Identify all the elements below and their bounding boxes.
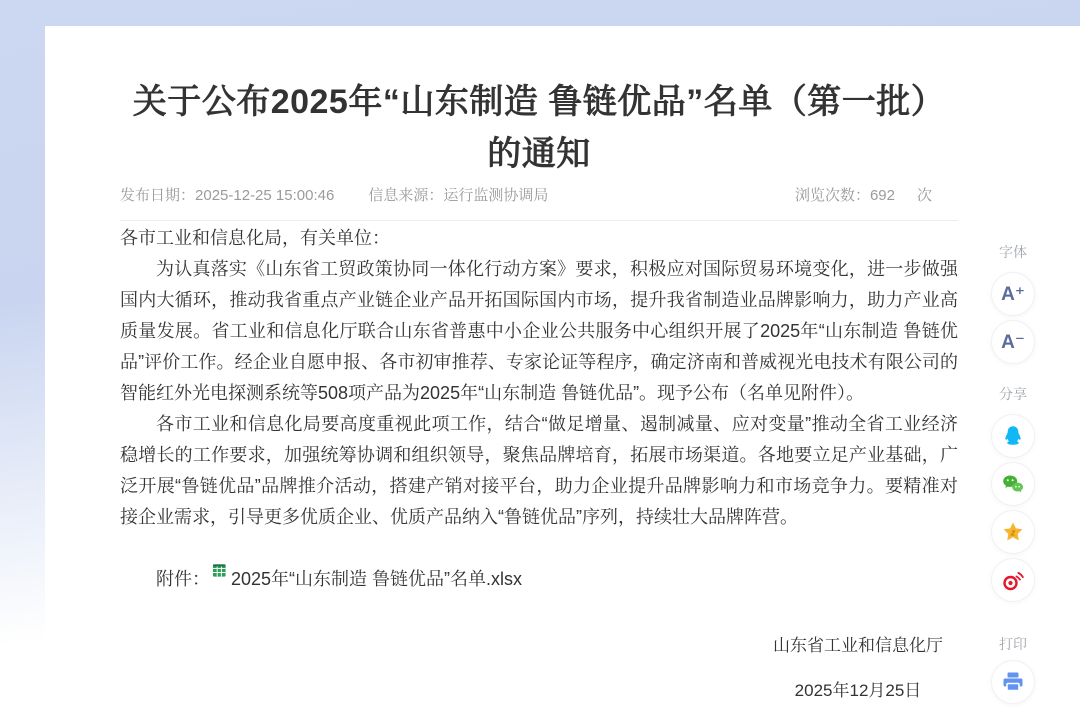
article-content: [120, 76, 958, 713]
weibo-icon: [1000, 567, 1026, 593]
signature-date: 2025年12月25日: [794, 681, 922, 700]
utility-sidebar: [991, 244, 1035, 704]
meta-left: [120, 186, 548, 206]
share-qq-button[interactable]: [991, 414, 1035, 458]
article-meta: [120, 186, 958, 206]
share-qzone-button[interactable]: [991, 510, 1035, 554]
article-card: [45, 26, 1080, 722]
meta-divider: [120, 220, 958, 221]
signature-inner: [773, 623, 958, 713]
font-increase-button[interactable]: [991, 272, 1035, 316]
source-label: 信息来源：: [368, 187, 444, 204]
attachment-row: [120, 563, 958, 594]
printer-icon: [1000, 669, 1026, 695]
views-unit: 次: [916, 187, 932, 204]
views-count: 692: [869, 187, 895, 204]
page-title: 关于公布2025年“山东制造 鲁链优品”名单（第一批）的通知: [132, 83, 946, 173]
excel-file-icon: [212, 563, 227, 594]
body-paragraph-1: 为认真落实《山东省工贸政策协同一体化行动方案》要求，积极应对国际贸易环境变化，进一步做强国内大循环，推动我省重点产业链企业产品开拓国际国内市场，提升我省制造业品牌影响力，助力产业高质量发展。省工业和信息化厅联合山东省普惠中小企业公共服务中心组织开展了2025年“山东制造 鲁链优品”评价工作。经企业自愿申报、各市初审推荐、专家论证等程序，确定济南和普威视光电技术有限公司的智能红外光电探测系统等508项产品为2025年“山东制造 鲁链优品”。现予公布（名单见附件）。: [120, 259, 958, 403]
signature-block: [120, 623, 958, 713]
views-label: 浏览次数：: [794, 187, 870, 204]
source-value: 运行监测协调局: [443, 187, 549, 204]
qzone-icon: [1000, 519, 1026, 545]
font-size-label: 字体: [999, 244, 1027, 260]
svg-text:z: z: [1010, 527, 1016, 539]
signature-organization: 山东省工业和信息化厅: [773, 636, 943, 655]
attachment-label: 附件：: [156, 569, 210, 589]
attachment-link[interactable]: 2025年“山东制造 鲁链优品”名单.xlsx: [231, 569, 523, 589]
publish-date-value: 2025-12-25 15:00:46: [195, 187, 335, 204]
font-decrease-glyph: A⁻: [1001, 331, 1025, 353]
body-paragraph-2: 各市工业和信息化局要高度重视此项工作，结合“做足增量、遏制减量、应对变量”推动全省工业经济稳增长的工作要求，加强统筹协调和组织领导，聚焦品牌培育，拓展市场渠道。各地要立足产业基础，广泛开展“鲁链优品”品牌推介活动，搭建产销对接平台，助力企业提升品牌影响力和市场竞争力。要精准对接企业需求，引导更多优质企业、优质产品纳入“鲁链优品”序列，持续壮大品牌阵营。: [120, 414, 958, 527]
share-label: 分享: [999, 386, 1027, 402]
article-body: [120, 223, 958, 533]
share-weibo-button[interactable]: [991, 558, 1035, 602]
publish-date-label: 发布日期：: [120, 187, 196, 204]
share-wechat-button[interactable]: [991, 462, 1035, 506]
print-button[interactable]: [991, 660, 1035, 704]
wechat-icon: [1000, 471, 1026, 497]
print-label: 打印: [999, 636, 1027, 652]
meta-views: [795, 186, 958, 206]
qq-icon: [1000, 423, 1026, 449]
font-increase-glyph: A⁺: [1001, 283, 1025, 305]
salutation-line: 各市工业和信息化局，有关单位：: [120, 228, 390, 248]
font-decrease-button[interactable]: [991, 320, 1035, 364]
